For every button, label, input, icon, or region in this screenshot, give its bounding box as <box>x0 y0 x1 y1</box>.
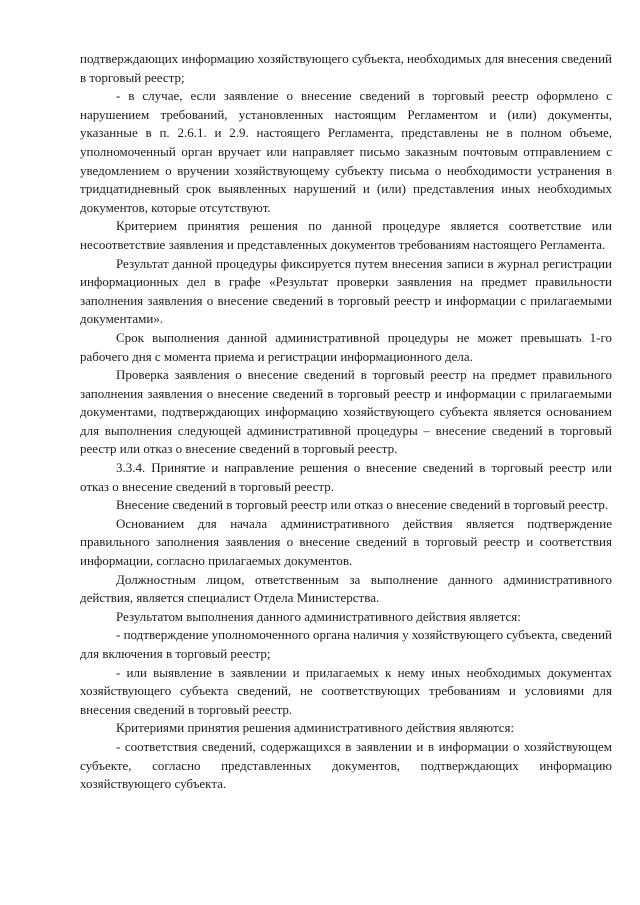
section-heading-3-3-4: 3.3.4. Принятие и направление решения о внесение сведений в торговый реестр или отказ о внесение сведений в торговый реестр. <box>80 460 612 494</box>
list-item-detection: - или выявление в заявлении и прилагаемых к нему иных необходимых документах хозяйствующего субъекта сведений, не соответствующих требованиям и условиями для внесения сведений в торговый реестр. <box>80 664 612 717</box>
list-item-compliance: - соответствия сведений, содержащихся в заявлении и в информации о хозяйствующем субъекте, согласно представленных документов, подтверждающих информацию хозяйствующего субъекта. <box>80 738 612 792</box>
paragraph-check-basis: Проверка заявления о внесение сведений в торговый реестр на предмет правильного заполнения заявления о внесение сведений в торговый реестр и информации с прилагаемыми документами, подтверждающих информацию хозяйствующего субъекта является основанием для выполнения следующей административной процедуры – внесение сведений в торговый реестр или отказ о внесение сведений в торговый реестр. <box>80 367 612 457</box>
list-item-confirmation: - подтверждение уполномоченного органа наличия у хозяйствующего субъекта, сведений для включения в торговый реестр; <box>80 627 612 661</box>
paragraph-action-criteria-intro: Критериями принятия решения административного действия являются: <box>116 720 515 736</box>
paragraph-continuation: подтверждающих информацию хозяйствующего субъекта, необходимых для внесения сведений в торговый реестр; <box>80 51 612 85</box>
paragraph-responsible-person: Должностным лицом, ответственным за выполнение данного административного действия, является специалист Отдела Министерства. <box>80 571 612 606</box>
paragraph-action-basis: Основанием для начала административного действия является подтверждение правильного заполнения заявления о внесение сведений в торговый реестр и соответствия информации, согласно прилагаемых документов. <box>80 515 612 569</box>
paragraph-violation-case: - в случае, если заявление о внесение сведений в торговый реестр оформлено с нарушением требований, установленных настоящим Регламентом и (или) документы, указанные в п. 2.6.1. и 2.9. настоящего Регламента, представлены не в полном объеме, уполномоченный орган вручает или направляет письмо заказным почтовым отправлением с уведомлением о вручении хозяйствующему субъекту письма о необходимости устранения в тридцатидневный срок выявленных нарушений и (или) представления иных необходимых документов, которые отсутствуют. <box>80 88 612 215</box>
paragraph-procedure-term: Срок выполнения данной административной процедуры не может превышать 1-го рабочего дня с момента приема и регистрации информационного дела. <box>80 329 612 364</box>
paragraph-action-result-intro: Результатом выполнения данного административного действия является: <box>116 608 521 624</box>
paragraph-registry-entry: Внесение сведений в торговый реестр или отказ о внесение сведений в торговый реестр. <box>116 497 609 513</box>
paragraph-decision-criterion: Критерием принятия решения по данной процедуре является соответствие или несоответствие заявления и представленных документов требованиям настоящего Регламента. <box>80 218 612 252</box>
paragraph-procedure-result: Результат данной процедуры фиксируется путем внесения записи в журнал регистрации информационных дел в графе «Результат проверки заявления на предмет правильности заполнения заявления о внесение сведений в торговый реестр и информации с прилагаемыми документами». <box>80 255 612 327</box>
